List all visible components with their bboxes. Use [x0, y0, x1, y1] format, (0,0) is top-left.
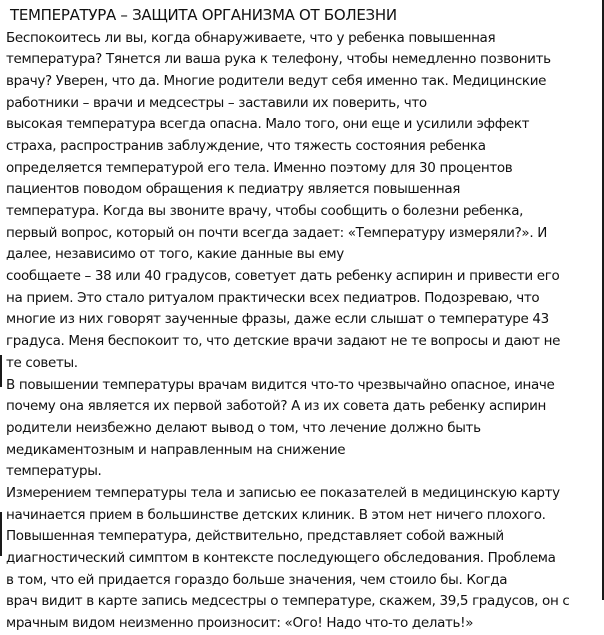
text-line: медикаментозным и направленным на снижение	[6, 441, 346, 458]
text-line: в том, что ей придается гораздо больше значения, чем стоило бы. Когда	[6, 571, 508, 588]
text-line: градуса. Меня беспокоит то, что детские врачи задают не те вопросы и дают не	[6, 333, 561, 350]
margin-mark	[0, 355, 2, 387]
text-line: страха, распространив заблуждение, что тяжесть состояния ребенка	[6, 137, 486, 154]
text-line: почему она является их первой заботой? А из их совета дать ребенку аспирин	[6, 398, 546, 415]
text-line: В повышении температуры врачам видится что-то чрезвычайно опасное, иначе	[6, 376, 555, 393]
text-line: врачу? Уверен, что да. Многие родители ведут себя именно так. Медицинские	[6, 72, 547, 89]
text-line: диагностический симптом в контексте последующего обследования. Проблема	[6, 550, 556, 566]
text-line: мрачным видом неизменно произносит: «Ого! Надо что-то делать!»	[6, 615, 474, 632]
article-body	[6, 28, 569, 635]
text-line: начинается прием в большинстве детских клиник. В этом нет ничего плохого.	[6, 506, 546, 523]
text-line: сообщаете – 38 или 40 градусов, советует дать ребенку аспирин и привести его	[6, 268, 560, 285]
text-line: Повышенная температура, действительно, представляет собой важный	[6, 528, 504, 545]
text-line: температура. Когда вы звоните врачу, чтобы сообщить о болезни ребенка,	[6, 203, 524, 219]
text-line: определяется температурой его тела. Именно поэтому для 30 процентов	[6, 159, 513, 176]
text-line: многие из них говорят заученные фразы, даже если слышат о температуре 43	[6, 311, 549, 328]
text-line: высокая температура всегда опасна. Мало того, они еще и усилили эффект	[6, 116, 530, 133]
text-line: пациентов поводом обращения к педиатру является повышенная	[6, 181, 461, 198]
text-line: те советы.	[6, 354, 78, 371]
text-line: температуры.	[6, 463, 102, 480]
text-line: далее, независимо от того, какие данные вы ему	[6, 246, 344, 263]
text-line: на прием. Это стало ритуалом практически всех педиатров. Подозреваю, что	[6, 289, 540, 306]
text-line: первый вопрос, который он почти всегда задает: «Температуру измеряли?». И	[6, 224, 547, 241]
text-line: Измерением температуры тела и записью ее показателей в медицинскую карту	[6, 484, 560, 501]
margin-mark	[0, 512, 2, 556]
text-line: врач видит в карте запись медсестры о температуре, скажем, 39,5 градусов, он с	[6, 593, 570, 610]
text-line: температура? Тянется ли ваша рука к телефону, чтобы немедленно позвонить	[6, 51, 551, 68]
article-title: ТЕМПЕРАТУРА – ЗАЩИТА ОРГАНИЗМА ОТ БОЛЕЗНИ	[10, 6, 397, 24]
text-line: работники – врачи и медсестры – заставили их поверить, что	[6, 94, 427, 111]
text-line: Беспокоитесь ли вы, когда обнаруживаете, что у ребенка повышенная	[6, 29, 496, 46]
text-line: родители неизбежно делают вывод о том, что лечение должно быть	[6, 419, 481, 436]
